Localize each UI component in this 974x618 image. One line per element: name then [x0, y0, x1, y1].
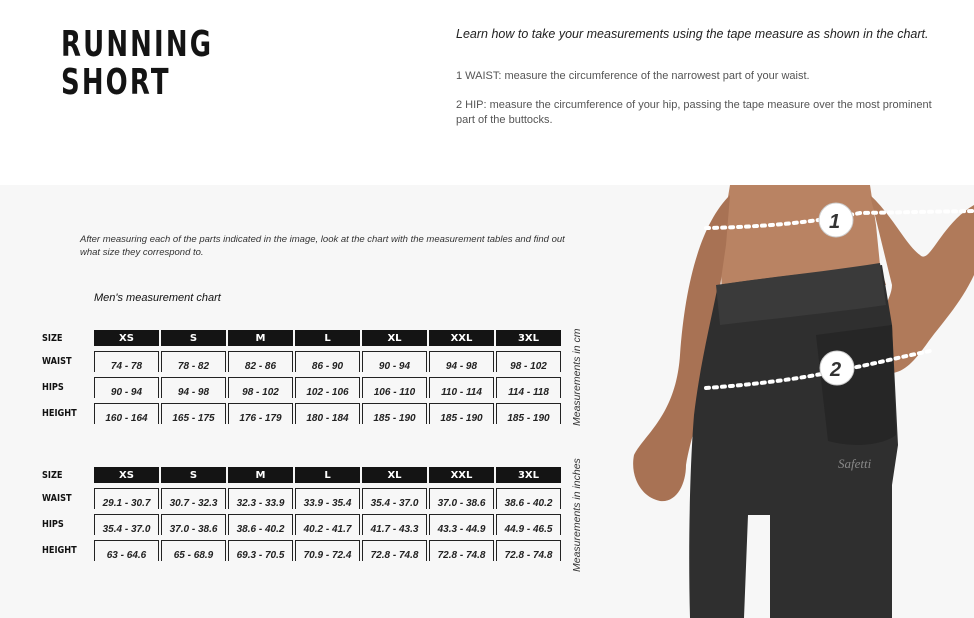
table-cell: 110 - 114 [429, 377, 494, 398]
row-label-waist: WAIST [42, 356, 72, 367]
unit-label-inches: Measurements in inches [571, 458, 583, 572]
size-header: 3XL [496, 330, 561, 346]
table-cell: 70.9 - 72.4 [295, 540, 360, 561]
table-cell: 74 - 78 [94, 351, 159, 372]
size-header: L [295, 330, 360, 346]
shorts-pocket [816, 325, 896, 445]
intro-text: Learn how to take your measurements using the tape measure as shown in the chart. [456, 27, 929, 41]
table-row-hips [42, 377, 561, 398]
table-row-height [42, 403, 561, 424]
size-header: XL [362, 467, 427, 483]
row-label-height: HEIGHT [42, 408, 77, 419]
table-cell: 78 - 82 [161, 351, 226, 372]
table-cell: 72.8 - 74.8 [429, 540, 494, 561]
table-cell: 29.1 - 30.7 [94, 488, 159, 509]
table-cell: 40.2 - 41.7 [295, 514, 360, 535]
table-cell: 63 - 64.6 [94, 540, 159, 561]
marker-hip-number: 2 [830, 359, 842, 381]
row-label-size: SIZE [42, 332, 63, 344]
header-section [0, 0, 974, 185]
title-line-1: RUNNING [61, 24, 214, 65]
step-waist: 1 WAIST: measure the circumference of the narrowest part of your waist. [456, 70, 810, 82]
marker-waist-number: 1 [829, 211, 841, 233]
table-cell: 43.3 - 44.9 [429, 514, 494, 535]
table-cell: 30.7 - 32.3 [161, 488, 226, 509]
table-cell: 86 - 90 [295, 351, 360, 372]
row-label-size: SIZE [42, 469, 63, 481]
table-cell: 37.0 - 38.6 [161, 514, 226, 535]
table-cell: 102 - 106 [295, 377, 360, 398]
table-cell: 90 - 94 [94, 377, 159, 398]
row-label-hips: HIPS [42, 519, 64, 530]
size-header: XS [94, 330, 159, 346]
table-cell: 37.0 - 38.6 [429, 488, 494, 509]
table-cell: 160 - 164 [94, 403, 159, 424]
size-header: XS [94, 467, 159, 483]
size-table-cm [40, 325, 563, 429]
table-cell: 65 - 68.9 [161, 540, 226, 561]
table-cell: 72.8 - 74.8 [496, 540, 561, 561]
table-cell: 106 - 110 [362, 377, 427, 398]
table-cell: 72.8 - 74.8 [362, 540, 427, 561]
table-cell: 32.3 - 33.9 [228, 488, 293, 509]
table-cell: 98 - 102 [228, 377, 293, 398]
chart-title: Men's measurement chart [94, 292, 221, 304]
table-cell: 38.6 - 40.2 [496, 488, 561, 509]
table-cell: 33.9 - 35.4 [295, 488, 360, 509]
size-header: L [295, 467, 360, 483]
size-header: M [228, 467, 293, 483]
table-cell: 35.4 - 37.0 [94, 514, 159, 535]
table-cell: 94 - 98 [161, 377, 226, 398]
brand-logo: Safetti [838, 456, 872, 471]
table-cell: 185 - 190 [362, 403, 427, 424]
size-header: 3XL [496, 467, 561, 483]
row-label-hips: HIPS [42, 382, 64, 393]
table-cell: 180 - 184 [295, 403, 360, 424]
table-row-waist [42, 488, 561, 509]
size-header-row [42, 467, 561, 483]
table-row-height [42, 540, 561, 561]
model-photo [630, 185, 974, 618]
table-cell: 114 - 118 [496, 377, 561, 398]
step-hip: 2 HIP: measure the circumference of your hip, passing the tape measure over the most prominent part of the buttocks. [456, 99, 932, 126]
page-title [61, 26, 213, 102]
size-header: XXL [429, 330, 494, 346]
table-cell: 185 - 190 [429, 403, 494, 424]
table-cell: 94 - 98 [429, 351, 494, 372]
table-row-waist [42, 351, 561, 372]
row-label-height: HEIGHT [42, 545, 77, 556]
table-cell: 41.7 - 43.3 [362, 514, 427, 535]
title-line-2: SHORT [61, 62, 171, 103]
instructions-text: After measuring each of the parts indicated in the image, look at the chart with the measurement tables and find out what size they correspond to. [80, 234, 565, 258]
table-cell: 38.6 - 40.2 [228, 514, 293, 535]
size-table-inches [40, 462, 563, 566]
size-header: S [161, 467, 226, 483]
size-header: S [161, 330, 226, 346]
unit-label-cm: Measurements in cm [571, 328, 583, 426]
table-cell: 98 - 102 [496, 351, 561, 372]
size-header: XL [362, 330, 427, 346]
table-cell: 90 - 94 [362, 351, 427, 372]
table-cell: 82 - 86 [228, 351, 293, 372]
table-cell: 69.3 - 70.5 [228, 540, 293, 561]
table-cell: 176 - 179 [228, 403, 293, 424]
row-label-waist: WAIST [42, 493, 72, 504]
table-row-hips [42, 514, 561, 535]
table-cell: 185 - 190 [496, 403, 561, 424]
table-cell: 165 - 175 [161, 403, 226, 424]
table-cell: 44.9 - 46.5 [496, 514, 561, 535]
size-header: M [228, 330, 293, 346]
size-header-row [42, 330, 561, 346]
size-header: XXL [429, 467, 494, 483]
table-cell: 35.4 - 37.0 [362, 488, 427, 509]
